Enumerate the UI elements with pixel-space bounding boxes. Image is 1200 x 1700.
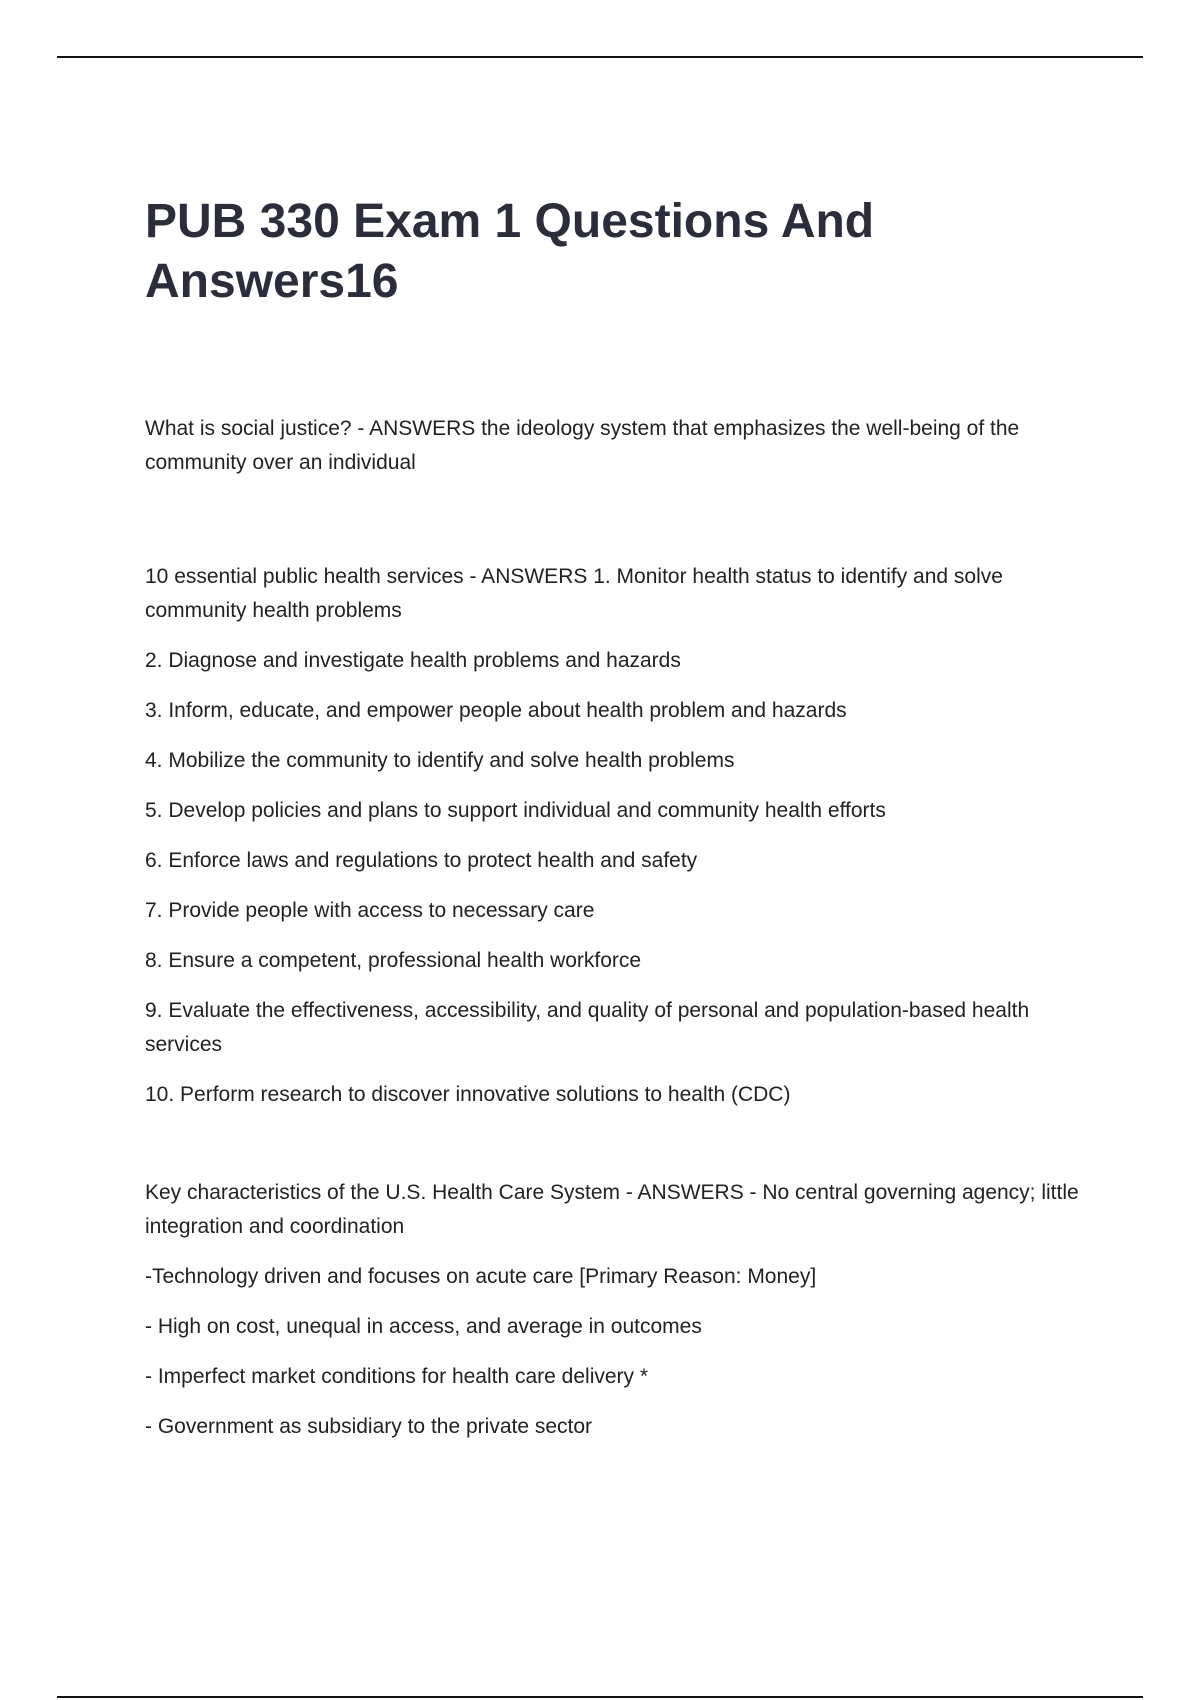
qa-us-health-care-system [145,1176,1085,1444]
qa-line: 2. Diagnose and investigate health problems and hazards [145,649,681,672]
qa-line: Key characteristics of the U.S. Health Care System - ANSWERS - No central governing agency; little integration and coordination [145,1181,1079,1238]
qa-line: 9. Evaluate the effectiveness, accessibility, and quality of personal and population-based health services [145,999,1030,1056]
qa-line: - High on cost, unequal in access, and average in outcomes [145,1315,702,1338]
top-rule [57,56,1143,58]
qa-essential-services [145,560,1085,1112]
qa-social-justice [145,412,1085,480]
qa-line: 3. Inform, educate, and empower people about health problem and hazards [145,699,847,722]
qa-line: 7. Provide people with access to necessary care [145,899,595,922]
page-title: PUB 330 Exam 1 Questions And Answers16 [145,195,875,308]
qa-line: What is social justice? - ANSWERS the ideology system that emphasizes the well-being of the community over an individual [145,417,1020,474]
bottom-rule [57,1696,1143,1698]
qa-line: 10 essential public health services - ANSWERS 1. Monitor health status to identify and solve community health problems [145,565,1003,622]
qa-line: 5. Develop policies and plans to support individual and community health efforts [145,799,886,822]
qa-line: - Imperfect market conditions for health care delivery * [145,1365,649,1388]
qa-line: 10. Perform research to discover innovative solutions to health (CDC) [145,1083,791,1106]
qa-line: -Technology driven and focuses on acute care [Primary Reason: Money] [145,1265,817,1288]
qa-line: 4. Mobilize the community to identify and solve health problems [145,749,735,772]
qa-line: 8. Ensure a competent, professional health workforce [145,949,642,972]
document-body [145,192,1085,1444]
qa-line: 6. Enforce laws and regulations to protect health and safety [145,849,698,872]
qa-line: - Government as subsidiary to the private sector [145,1415,593,1438]
